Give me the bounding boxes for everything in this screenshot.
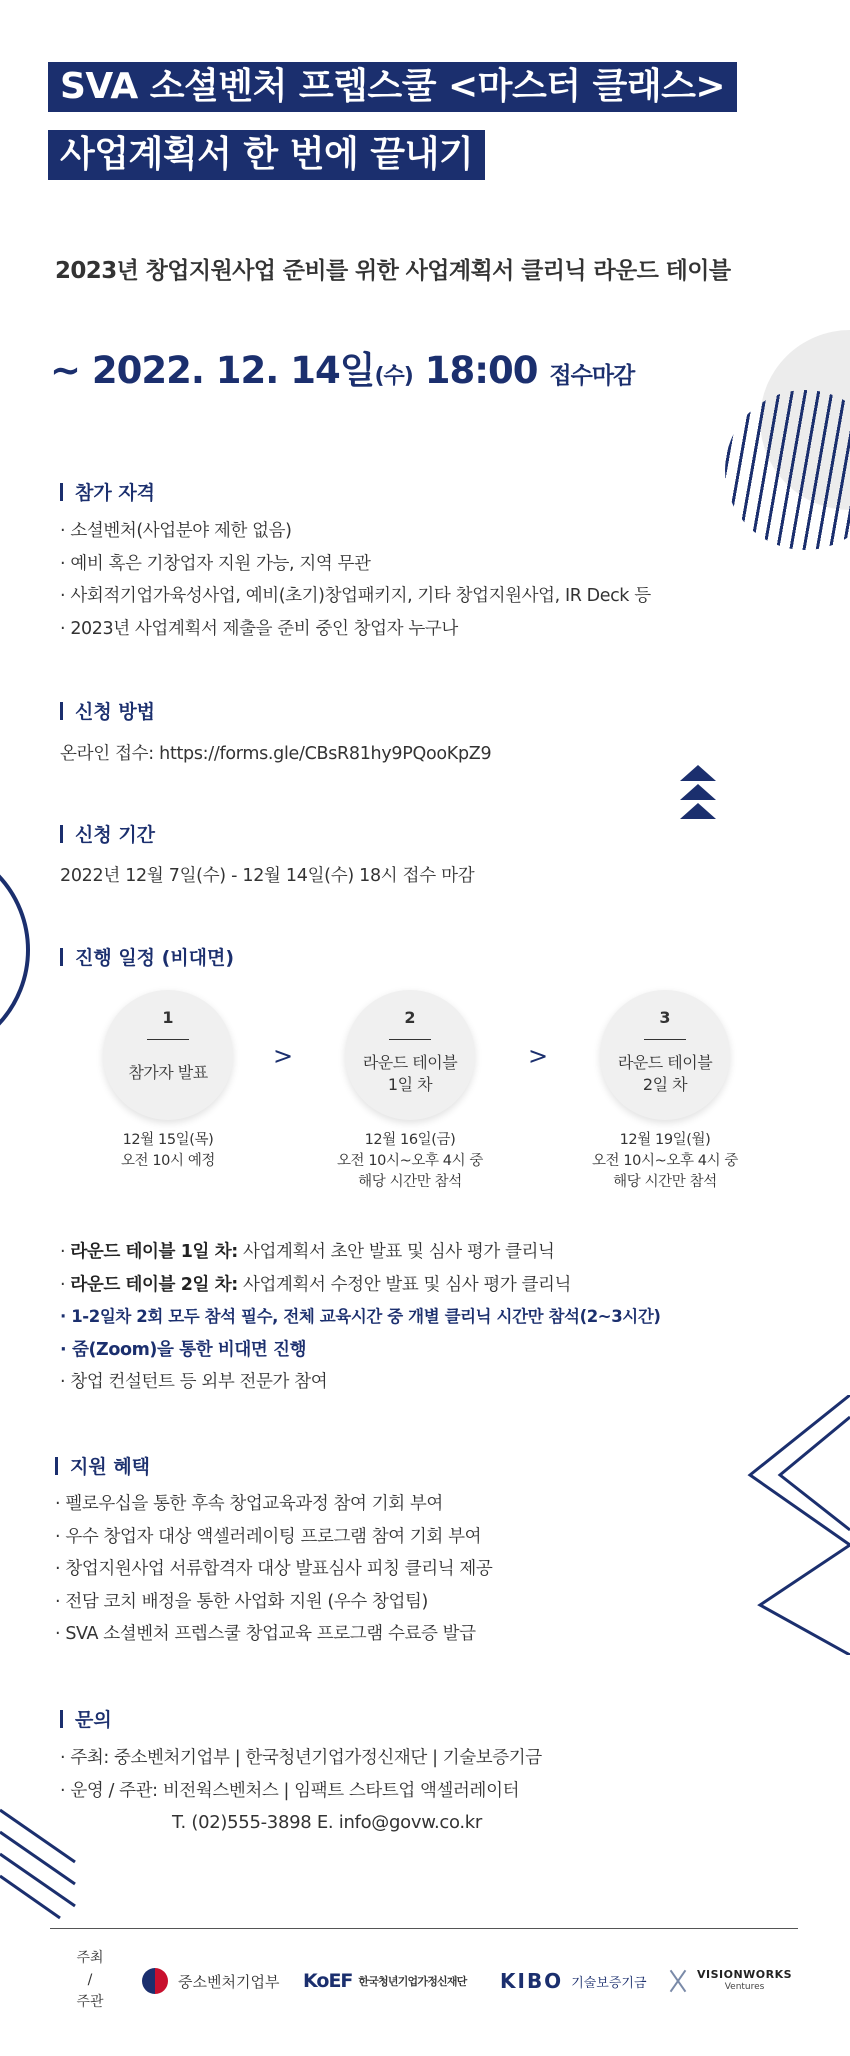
- koef-mark: KoEF: [303, 1970, 353, 1992]
- host-label-line: /: [87, 1972, 93, 1988]
- list-item: [60, 1269, 661, 1302]
- kibo-logo: [500, 1966, 647, 1996]
- section-heading-inquiry: 문의: [60, 1705, 112, 1732]
- list-item: · 전담 코치 배정을 통한 사업화 지원 (우수 창업팀): [55, 1586, 492, 1619]
- step-number: 3: [659, 1008, 671, 1027]
- logo-text: VISIONWORKS: [697, 1968, 793, 1981]
- mss-logo: [142, 1966, 279, 1996]
- schedule-step-2: [345, 990, 475, 1120]
- list-item: · 소셜벤처(사업분야 제한 없음): [60, 515, 651, 548]
- logo-text-group: [697, 1968, 792, 1994]
- zigzag-lines-decoration: [740, 1395, 850, 1655]
- step-label: 라운드 테이블 2일 차: [617, 1053, 713, 1094]
- logo-text: 기술보증기금: [571, 1975, 647, 1991]
- step-date: 12월 19일(월) 오전 10시~오후 4시 중 해당 시간만 참석: [591, 1132, 739, 1190]
- host-label-line: 주관: [76, 1994, 104, 2010]
- section-heading-apply-period: 신청 기간: [60, 820, 155, 847]
- schedule-step-3: [600, 990, 730, 1120]
- koef-logo: [303, 1966, 467, 1996]
- footer-divider: [50, 1928, 798, 1929]
- visionworks-icon: [665, 1968, 691, 1994]
- eligibility-list: [60, 515, 651, 645]
- schedule-step-1: [103, 990, 233, 1120]
- step-date: 12월 15일(목) 오전 10시 예정: [120, 1132, 216, 1169]
- list-item: · SVA 소셜벤처 프렙스쿨 창업교육 프로그램 수료증 발급: [55, 1618, 492, 1651]
- step-divider: [147, 1039, 189, 1040]
- inquiry-list: [60, 1742, 542, 1807]
- contact-info: T. (02)555-3898 E. info@govw.co.kr: [172, 1812, 483, 1833]
- list-item: · 줌(Zoom)을 통한 비대면 진행: [60, 1334, 661, 1367]
- logo-text: 중소벤처기업부: [178, 1972, 280, 1991]
- note-text: 사업계획서 수정안 발표 및 심사 평가 클리닉: [237, 1274, 572, 1295]
- title-line-2: 사업계획서 한 번에 끝내기: [48, 130, 485, 180]
- list-item: · 주최: 중소벤처기업부 | 한국청년기업가정신재단 | 기술보증기금: [60, 1742, 542, 1775]
- deadline-label: 접수마감: [549, 363, 635, 389]
- list-item: [60, 1236, 661, 1269]
- section-heading-apply-method: 신청 방법: [60, 697, 155, 724]
- step-divider: [644, 1039, 686, 1040]
- apply-period-text: 2022년 12월 7일(수) - 12월 14일(수) 18시 접수 마감: [60, 866, 475, 886]
- title-line-1: SVA 소셜벤처 프렙스쿨 <마스터 클래스>: [48, 62, 737, 112]
- list-item: · 2023년 사업계획서 제출을 준비 중인 창업자 누구나: [60, 613, 651, 646]
- taegeuk-icon: [142, 1968, 168, 1994]
- list-item: · 우수 창업자 대상 액셀러레이팅 프로그램 참여 기회 부여: [55, 1521, 492, 1554]
- note-bold: 라운드 테이블 2일 차:: [70, 1274, 238, 1295]
- deadline-date: ~ 2022. 12. 14일: [50, 349, 375, 392]
- host-label-line: 주최: [76, 1950, 104, 1966]
- striped-circle-decoration: [725, 390, 850, 550]
- kibo-mark: KIBO: [500, 1969, 564, 1993]
- deadline-time: 18:00: [412, 349, 550, 392]
- logo-text: 한국청년기업가정신재단: [358, 1975, 467, 1988]
- note-text: 사업계획서 초안 발표 및 심사 평가 클리닉: [237, 1242, 555, 1262]
- deadline-weekday: (수): [374, 364, 413, 389]
- list-item: · 예비 혹은 기창업자 지원 가능, 지역 무관: [60, 548, 651, 581]
- list-item: · 창업지원사업 서류합격자 대상 발표심사 피칭 클리닉 제공: [55, 1553, 492, 1586]
- logo-subtext: Ventures: [724, 1982, 765, 1992]
- section-heading-eligibility: 참가 자격: [60, 478, 155, 505]
- chevron-right-icon: >: [273, 1042, 294, 1070]
- triangles-decoration: [680, 765, 716, 822]
- list-item: · 운영 / 주관: 비전웍스벤처스 | 임팩트 스타트업 액셀러레이터: [60, 1775, 542, 1808]
- diagonal-lines-decoration: [0, 1800, 80, 1920]
- section-heading-benefits: 지원 혜택: [55, 1452, 150, 1479]
- list-item: · 창업 컨설턴트 등 외부 전문가 참여: [60, 1366, 661, 1399]
- list-item: · 1-2일차 2회 모두 참석 필수, 전체 교육시간 중 개별 클리닉 시간만 참석(2~3시간): [60, 1301, 661, 1334]
- schedule-notes: [60, 1236, 661, 1399]
- chevron-right-icon: >: [528, 1042, 549, 1070]
- list-item: · 사회적기업가육성사업, 예비(초기)창업패키지, 기타 창업지원사업, IR Deck 등: [60, 580, 651, 613]
- step-label: 참가자 발표: [128, 1063, 208, 1082]
- deadline: [50, 340, 634, 394]
- step-number: 1: [162, 1008, 174, 1027]
- note-bold: 라운드 테이블 1일 차:: [70, 1242, 238, 1262]
- step-label: 라운드 테이블 1일 차: [362, 1053, 458, 1094]
- step-date: 12월 16일(금) 오전 10시~오후 4시 중 해당 시간만 참석: [336, 1132, 484, 1190]
- apply-link-text[interactable]: 온라인 접수: https://forms.gle/CBsR81hy9PQooKpZ9: [60, 744, 492, 764]
- list-item: · 펠로우십을 통한 후속 창업교육과정 참여 기회 부여: [55, 1488, 492, 1521]
- host-label: [70, 1947, 110, 2013]
- step-divider: [389, 1039, 431, 1040]
- ring-decoration: [0, 840, 30, 1060]
- visionworks-logo: [665, 1966, 792, 1996]
- benefits-list: [55, 1488, 492, 1651]
- subtitle: 2023년 창업지원사업 준비를 위한 사업계획서 클리닉 라운드 테이블: [55, 258, 731, 284]
- step-number: 2: [404, 1008, 416, 1027]
- section-heading-schedule: 진행 일정 (비대면): [60, 943, 234, 970]
